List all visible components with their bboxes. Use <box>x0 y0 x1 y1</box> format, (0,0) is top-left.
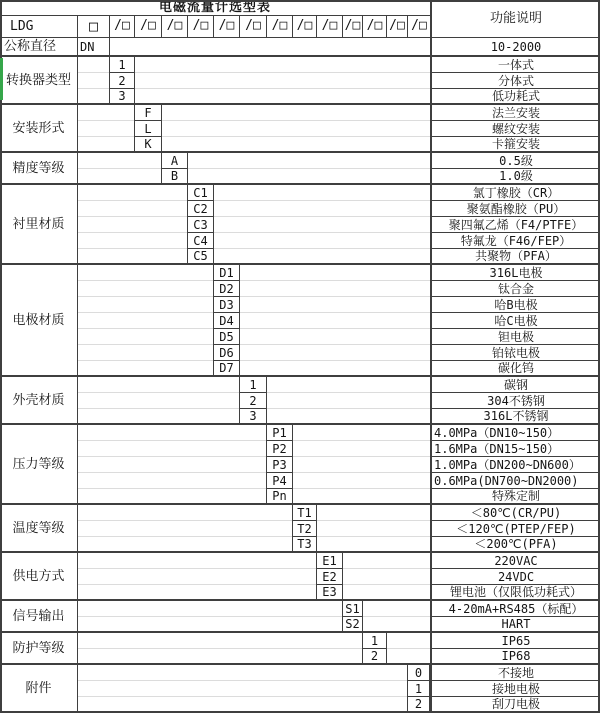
empty-cell <box>188 153 430 185</box>
empty-cell <box>293 425 430 505</box>
code-cell: C5 <box>188 249 214 265</box>
ldg-label: LDG <box>0 16 78 38</box>
empty-cell <box>110 38 430 57</box>
category-label: 供电方式 <box>0 553 78 601</box>
empty-cell <box>78 601 343 633</box>
model-slot: /□ <box>363 16 387 38</box>
function-cell: 一体式 <box>430 57 600 73</box>
model-box: □ <box>78 16 110 38</box>
model-slot: /□ <box>214 16 240 38</box>
model-slot: /□ <box>267 16 293 38</box>
empty-cell <box>267 377 430 425</box>
function-cell: 0.6MPa(DN700~DN2000) <box>430 473 600 489</box>
code-cell: D4 <box>214 313 240 329</box>
empty-cell <box>78 633 363 665</box>
function-cell: 法兰安装 <box>430 105 600 121</box>
function-cell: 316L不锈钢 <box>430 409 600 425</box>
code-cell: D1 <box>214 265 240 281</box>
function-cell: 碳钢 <box>430 377 600 393</box>
function-cell: 氯丁橡胶（CR） <box>430 185 600 201</box>
code-cell: K <box>135 137 162 153</box>
code-cell: P4 <box>267 473 293 489</box>
code-cell: F <box>135 105 162 121</box>
function-cell: 4-20mA+RS485（标配） <box>430 601 600 617</box>
function-cell: 1.0级 <box>430 169 600 185</box>
category-label: 衬里材质 <box>0 185 78 265</box>
empty-cell <box>162 105 430 153</box>
function-cell: 304不锈钢 <box>430 393 600 409</box>
code-cell: S2 <box>343 617 363 633</box>
code-cell: C3 <box>188 217 214 233</box>
empty-cell <box>78 153 162 185</box>
code-cell: T2 <box>293 521 317 537</box>
code-cell: DN <box>78 38 110 57</box>
function-cell: 316L电极 <box>430 265 600 281</box>
function-cell: 锂电池（仅限低功耗式） <box>430 585 600 601</box>
empty-cell <box>78 185 188 265</box>
empty-cell <box>78 377 240 425</box>
function-cell: 接地电极 <box>430 681 600 697</box>
model-slot: /□ <box>188 16 214 38</box>
empty-cell <box>343 553 430 601</box>
function-cell: 哈B电极 <box>430 297 600 313</box>
code-cell: L <box>135 121 162 137</box>
model-slot: /□ <box>387 16 408 38</box>
category-label: 信号输出 <box>0 601 78 633</box>
model-slot: /□ <box>343 16 363 38</box>
function-cell: 共聚物（PFA） <box>430 249 600 265</box>
code-cell: 0 <box>408 665 430 681</box>
empty-cell <box>317 505 430 553</box>
code-cell: 3 <box>110 89 135 105</box>
function-cell: 碳化钨 <box>430 361 600 377</box>
code-cell: D5 <box>214 329 240 345</box>
empty-cell <box>78 57 110 105</box>
code-cell: 3 <box>240 409 267 425</box>
empty-cell <box>78 665 408 713</box>
function-cell: 卡箍安装 <box>430 137 600 153</box>
code-cell: 2 <box>110 73 135 89</box>
code-cell: A <box>162 153 188 169</box>
function-cell: 分体式 <box>430 73 600 89</box>
empty-cell <box>78 425 267 505</box>
category-label: 安装形式 <box>0 105 78 153</box>
code-cell: C4 <box>188 233 214 249</box>
category-label: 转换器类型 <box>0 57 78 105</box>
code-cell: 1 <box>363 633 387 649</box>
empty-cell <box>240 265 430 377</box>
function-cell: ＜80℃(CR/PU) <box>430 505 600 521</box>
category-label: 公称直径 <box>0 38 78 57</box>
function-cell: IP68 <box>430 649 600 665</box>
code-cell: T3 <box>293 537 317 553</box>
empty-cell <box>78 505 293 553</box>
category-label: 压力等级 <box>0 425 78 505</box>
model-slot: /□ <box>293 16 317 38</box>
code-cell: P1 <box>267 425 293 441</box>
code-cell: Pn <box>267 489 293 505</box>
code-cell: E3 <box>317 585 343 601</box>
code-cell: B <box>162 169 188 185</box>
code-cell: 2 <box>408 697 430 713</box>
code-cell: C2 <box>188 201 214 217</box>
category-label: 外壳材质 <box>0 377 78 425</box>
function-cell: ＜120℃(PTEP/FEP) <box>430 521 600 537</box>
code-cell: D7 <box>214 361 240 377</box>
function-cell: ＜200℃(PFA) <box>430 537 600 553</box>
code-cell: E2 <box>317 569 343 585</box>
category-label: 附件 <box>0 665 78 713</box>
function-cell: 1.6MPa（DN15~150） <box>430 441 600 457</box>
function-cell: 4.0MPa（DN10~150） <box>430 425 600 441</box>
function-cell: 哈C电极 <box>430 313 600 329</box>
code-cell: T1 <box>293 505 317 521</box>
function-cell: 铂铱电极 <box>430 345 600 361</box>
function-cell: IP65 <box>430 633 600 649</box>
function-cell: 特殊定制 <box>430 489 600 505</box>
function-cell: 钛合金 <box>430 281 600 297</box>
function-cell: 聚氨酯橡胶（PU） <box>430 201 600 217</box>
category-label: 电极材质 <box>0 265 78 377</box>
code-cell: 1 <box>240 377 267 393</box>
empty-cell <box>363 601 430 633</box>
model-slot: /□ <box>240 16 267 38</box>
category-label: 防护等级 <box>0 633 78 665</box>
empty-cell <box>135 57 430 105</box>
function-cell: 特氟龙（F46/FEP） <box>430 233 600 249</box>
function-cell: 220VAC <box>430 553 600 569</box>
model-slot: /□ <box>110 16 135 38</box>
table-title: 电磁流量计选型表 <box>0 0 430 16</box>
empty-cell <box>78 553 317 601</box>
empty-cell <box>78 265 214 377</box>
code-cell: E1 <box>317 553 343 569</box>
code-cell: P3 <box>267 457 293 473</box>
function-cell: 螺纹安装 <box>430 121 600 137</box>
category-label: 温度等级 <box>0 505 78 553</box>
model-slot: /□ <box>408 16 430 38</box>
code-cell: D3 <box>214 297 240 313</box>
code-cell: C1 <box>188 185 214 201</box>
code-cell: 2 <box>363 649 387 665</box>
function-cell: 10-2000 <box>430 38 600 57</box>
code-cell: D6 <box>214 345 240 361</box>
green-artifact <box>0 58 3 100</box>
function-header: 功能说明 <box>430 0 600 38</box>
function-cell: 1.0MPa（DN200~DN600） <box>430 457 600 473</box>
empty-cell <box>78 105 135 153</box>
function-cell: 不接地 <box>430 665 600 681</box>
function-cell: 刮刀电极 <box>430 697 600 713</box>
model-slot: /□ <box>135 16 162 38</box>
code-cell: P2 <box>267 441 293 457</box>
code-cell: 2 <box>240 393 267 409</box>
function-cell: 低功耗式 <box>430 89 600 105</box>
empty-cell <box>387 633 430 665</box>
code-cell: 1 <box>110 57 135 73</box>
code-cell: S1 <box>343 601 363 617</box>
function-cell: 钽电极 <box>430 329 600 345</box>
model-slot: /□ <box>317 16 343 38</box>
function-cell: 0.5级 <box>430 153 600 169</box>
function-cell: 聚四氟乙烯（F4/PTFE） <box>430 217 600 233</box>
empty-cell <box>214 185 430 265</box>
function-cell: HART <box>430 617 600 633</box>
function-cell: 24VDC <box>430 569 600 585</box>
code-cell: 1 <box>408 681 430 697</box>
category-label: 精度等级 <box>0 153 78 185</box>
code-cell: D2 <box>214 281 240 297</box>
model-slot: /□ <box>162 16 188 38</box>
